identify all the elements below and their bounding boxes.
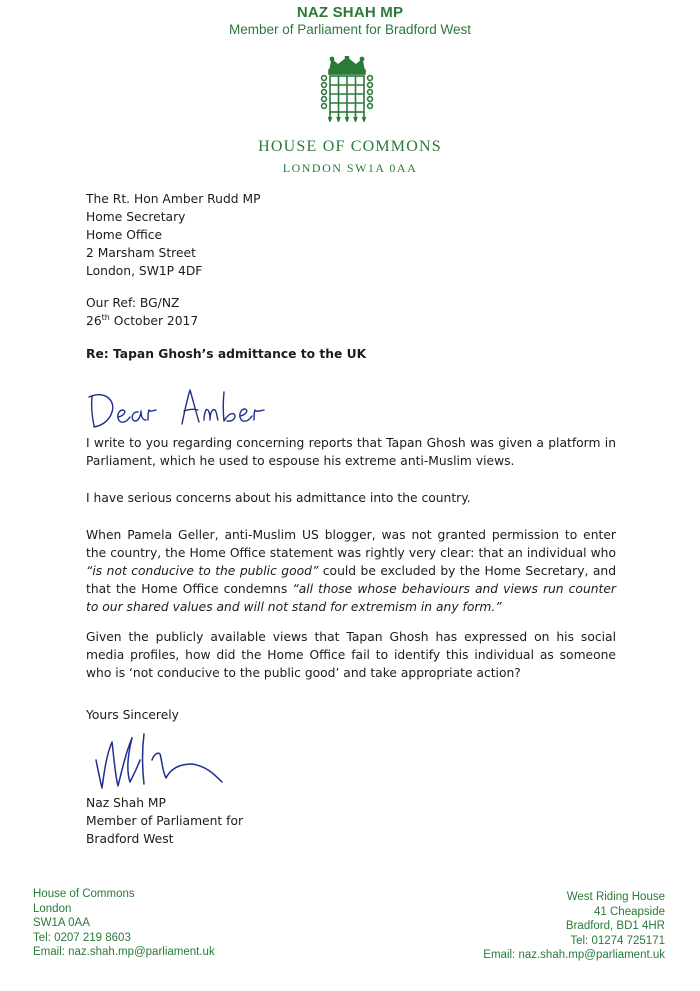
footer-line: London — [33, 902, 72, 915]
body-paragraph-2: I have serious concerns about his admittance into the country. — [86, 491, 471, 505]
house-address: LONDON SW1A 0AA — [282, 161, 418, 175]
recipient-line: Home Office — [86, 228, 163, 242]
signoff-line: Member of Parliament for — [86, 814, 244, 828]
signoff-line: Naz Shah MP — [86, 796, 166, 810]
subject-line: Re: Tapan Ghosh’s admittance to the UK — [86, 347, 367, 361]
footer-line: 41 Cheapside — [594, 905, 665, 918]
body-paragraph-3: When Pamela Geller, anti-Muslim US blogger, was not granted permission to enter the country, the Home Office statement was rightly very clear: that an individual who “is not conducive to the public good” could be excluded by the Home Secretary, and that the Home Office condemns “all those whose behaviours and views run counter to our shared values and will not stand for extremism in any form.” — [86, 528, 616, 614]
footer-phone: Tel: 01274 725171 — [570, 934, 665, 947]
footer-email: Email: naz.shah.mp@parliament.uk — [33, 946, 215, 958]
signoff-line: Bradford West — [86, 832, 174, 846]
recipient-line: London, SW1P 4DF — [86, 264, 203, 278]
footer-phone: Tel: 0207 219 8603 — [33, 931, 131, 944]
footer-line: Bradford, BD1 4HR — [565, 920, 665, 932]
footer-line: SW1A 0AA — [33, 917, 90, 929]
footer-constituency-address — [483, 890, 665, 963]
signoff-block — [86, 794, 243, 848]
quote: “all those whose behaviours and views run counter to our shared values and will not stand for extremism in any form.” — [86, 582, 616, 614]
recipient-address — [86, 190, 261, 280]
footer-westminster-address — [33, 887, 215, 960]
house-title: HOUSE OF COMMONS — [258, 138, 442, 155]
recipient-line: 2 Marsham Street — [86, 246, 196, 260]
body-paragraph-4: Given the publicly available views that Tapan Ghosh has expressed on his social media profiles, how did the Home Office fail to identify this individual as someone who is ‘not conducive to the public good’ and take appropriate action? — [86, 630, 616, 680]
body-paragraph-1: I write to you regarding concerning reports that Tapan Ghosh was given a platform in Parliament, which he used to espouse his extreme anti-Muslim views. — [86, 436, 616, 468]
handwritten-signature — [82, 730, 242, 792]
footer-line: House of Commons — [33, 888, 135, 900]
mp-role: Member of Parliament for Bradford West — [228, 22, 472, 37]
portcullis-icon — [318, 56, 376, 122]
handwritten-salutation — [86, 384, 306, 434]
recipient-line: The Rt. Hon Amber Rudd MP — [86, 192, 261, 206]
reference-block — [86, 294, 198, 330]
footer-line: West Riding House — [566, 891, 665, 903]
mp-name: NAZ SHAH MP — [296, 4, 404, 21]
letter-date: 26th October 2017 — [86, 313, 199, 328]
closing: Yours Sincerely — [86, 708, 179, 722]
recipient-line: Home Secretary — [86, 210, 186, 224]
footer-email: Email: naz.shah.mp@parliament.uk — [483, 949, 665, 961]
our-ref: Our Ref: BG/NZ — [86, 296, 180, 310]
quote: “is not conducive to the public good” — [86, 564, 319, 578]
